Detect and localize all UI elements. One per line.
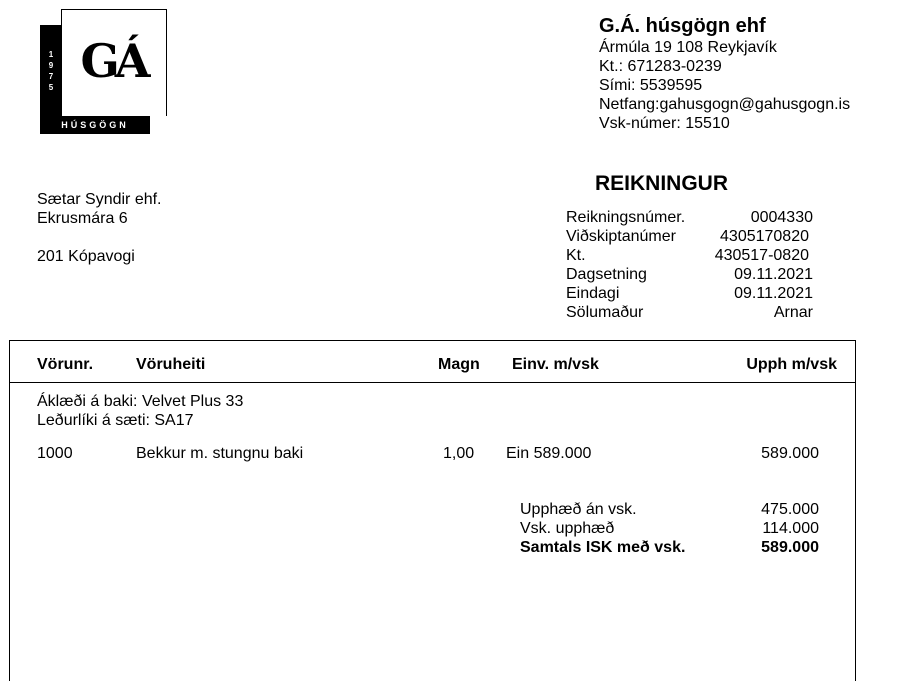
- item-note: Áklæði á baki: Velvet Plus 33: [37, 393, 244, 410]
- meta-row: [566, 227, 813, 246]
- col-header-unit-price: Einv. m/vsk: [512, 356, 599, 373]
- total-value-grand: 589.000: [761, 539, 819, 556]
- total-label-grand: Samtals ISK með vsk.: [520, 539, 686, 556]
- total-label-net: Upphæð án vsk.: [520, 501, 637, 518]
- customer-city: 201 Kópavogi: [37, 248, 135, 265]
- meta-row: [566, 246, 813, 265]
- logo-year: 1 9 7 5: [48, 50, 54, 92]
- meta-row: [566, 208, 813, 227]
- meta-label: Eindagi: [566, 285, 620, 302]
- company-address: Ármúla 19 108 Reykjavík: [599, 39, 777, 56]
- company-logo: [40, 9, 167, 134]
- line-items-table: [9, 340, 856, 681]
- company-info: [599, 14, 850, 133]
- invoice-title: REIKNINGUR: [595, 172, 729, 195]
- meta-label: Reikningsnúmer.: [566, 209, 686, 226]
- total-label-vat: Vsk. upphæð: [520, 520, 615, 537]
- meta-value: 09.11.2021: [734, 285, 813, 302]
- meta-value: 4305170820: [720, 228, 809, 245]
- meta-row: [566, 284, 813, 303]
- cell-item-name: Bekkur m. stungnu baki: [136, 445, 304, 462]
- col-header-item-no: Vörunr.: [37, 356, 94, 373]
- total-value-vat: 114.000: [762, 520, 819, 537]
- customer-info: [37, 190, 162, 266]
- logo-brand-text: HÚSGÖGN: [61, 120, 129, 130]
- meta-label: Kt.: [566, 247, 586, 264]
- logo-mark: GÁ: [80, 34, 146, 88]
- meta-label: Sölumaður: [566, 304, 644, 321]
- col-header-item-name: Vöruheiti: [136, 356, 206, 373]
- cell-unit-price: Ein 589.000: [506, 445, 592, 462]
- company-phone: Sími: 5539595: [599, 77, 703, 94]
- invoice-meta: [566, 208, 813, 322]
- meta-value: 09.11.2021: [734, 266, 813, 283]
- col-header-amount: Upph m/vsk: [746, 356, 837, 373]
- meta-value: 0004330: [750, 209, 813, 226]
- meta-row: [566, 265, 813, 284]
- cell-amount: 589.000: [761, 445, 819, 462]
- company-kt: Kt.: 671283-0239: [599, 58, 722, 75]
- item-note: Leðurlíki á sæti: SA17: [37, 412, 194, 429]
- meta-value: 430517-0820: [714, 247, 809, 264]
- meta-label: Viðskiptanúmer: [566, 228, 676, 245]
- company-vat: Vsk-númer: 15510: [599, 115, 730, 132]
- header-divider: [10, 382, 855, 383]
- total-value-net: 475.000: [761, 501, 819, 518]
- customer-name: Sætar Syndir ehf.: [37, 191, 162, 208]
- meta-row: [566, 303, 813, 322]
- customer-street: Ekrusmára 6: [37, 210, 128, 227]
- company-email: Netfang:gahusgogn@gahusgogn.is: [599, 96, 851, 113]
- cell-item-no: 1000: [37, 445, 73, 462]
- company-name: G.Á. húsgögn ehf: [599, 15, 766, 37]
- meta-label: Dagsetning: [566, 266, 647, 283]
- meta-value: Arnar: [773, 304, 813, 321]
- col-header-qty: Magn: [438, 356, 480, 373]
- cell-qty: 1,00: [443, 445, 475, 462]
